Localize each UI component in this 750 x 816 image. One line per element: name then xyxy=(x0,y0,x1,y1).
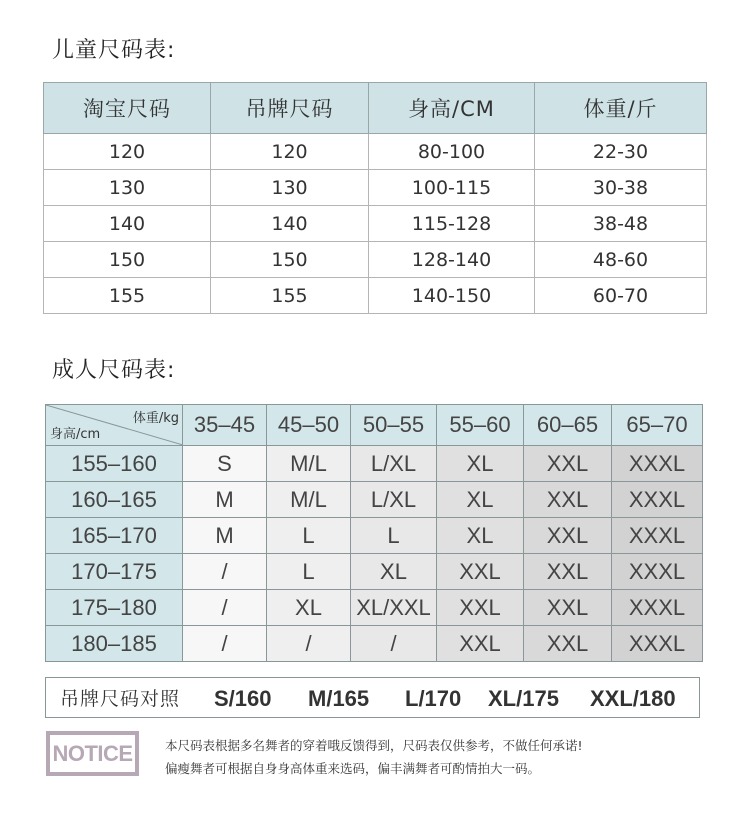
kids-header-weight: 体重/斤 xyxy=(535,83,707,134)
table-row xyxy=(44,134,707,170)
size-cell: XXL xyxy=(437,626,524,662)
table-cell: 140 xyxy=(44,206,211,242)
weight-header-cell: 35–45 xyxy=(183,405,267,446)
table-cell: 140 xyxy=(211,206,369,242)
size-cell: / xyxy=(267,626,351,662)
size-cell: L xyxy=(267,554,351,590)
table-cell: 155 xyxy=(44,278,211,314)
size-cell: XXXL xyxy=(612,446,703,482)
table-row xyxy=(46,590,703,626)
height-range-cell: 165–170 xyxy=(46,518,183,554)
size-cell: XL xyxy=(267,590,351,626)
adult-header-row xyxy=(46,405,703,446)
size-cell: XL/XXL xyxy=(351,590,437,626)
table-row xyxy=(46,626,703,662)
size-cell: XXXL xyxy=(612,482,703,518)
weight-header-cell: 65–70 xyxy=(612,405,703,446)
notice-badge xyxy=(46,731,139,776)
size-cell: L/XL xyxy=(351,446,437,482)
weight-header-cell: 55–60 xyxy=(437,405,524,446)
size-cell: / xyxy=(351,626,437,662)
notice-line-2: 偏瘦舞者可根据自身身高体重来选码，偏丰满舞者可酌情拍大一码。 xyxy=(165,761,541,776)
size-cell: XL xyxy=(437,482,524,518)
kids-table-body xyxy=(44,134,707,314)
table-cell: 38-48 xyxy=(535,206,707,242)
table-cell: 140-150 xyxy=(369,278,535,314)
size-cell: L xyxy=(351,518,437,554)
tag-item-l: L/170 xyxy=(405,686,462,711)
weight-header-cell: 50–55 xyxy=(351,405,437,446)
size-cell: XL xyxy=(351,554,437,590)
size-cell: / xyxy=(183,590,267,626)
height-range-cell: 170–175 xyxy=(46,554,183,590)
size-cell: XXL xyxy=(524,518,612,554)
tag-item-xxl: XXL/180 xyxy=(590,686,676,711)
table-row xyxy=(46,446,703,482)
adult-size-chart-title: 成人尺码表: xyxy=(52,358,176,383)
height-range-cell: 180–185 xyxy=(46,626,183,662)
table-row xyxy=(44,170,707,206)
size-cell: XXL xyxy=(524,446,612,482)
height-range-cell: 155–160 xyxy=(46,446,183,482)
notice-line-1: 本尺码表根据多名舞者的穿着哦反馈得到，尺码表仅供参考，不做任何承诺! xyxy=(165,738,583,753)
size-cell: XXXL xyxy=(612,590,703,626)
kids-size-chart-title: 儿童尺码表: xyxy=(52,38,176,63)
tag-item-m: M/165 xyxy=(308,686,370,711)
table-cell: 150 xyxy=(44,242,211,278)
table-cell: 115-128 xyxy=(369,206,535,242)
size-cell: XXXL xyxy=(612,518,703,554)
table-row xyxy=(44,206,707,242)
size-cell: XXL xyxy=(524,626,612,662)
size-cell: XXXL xyxy=(612,626,703,662)
table-cell: 80-100 xyxy=(369,134,535,170)
size-cell: XXL xyxy=(524,590,612,626)
tag-strip-label: 吊牌尺码对照 xyxy=(60,688,181,710)
table-row xyxy=(46,518,703,554)
table-cell: 130 xyxy=(211,170,369,206)
tag-size-strip xyxy=(45,677,700,718)
table-cell: 128-140 xyxy=(369,242,535,278)
table-cell: 60-70 xyxy=(535,278,707,314)
size-cell: / xyxy=(183,626,267,662)
table-cell: 120 xyxy=(44,134,211,170)
size-cell: M xyxy=(183,482,267,518)
tag-item-xl: XL/175 xyxy=(488,686,559,711)
size-cell: M/L xyxy=(267,446,351,482)
table-cell: 30-38 xyxy=(535,170,707,206)
height-range-cell: 160–165 xyxy=(46,482,183,518)
tag-item-s: S/160 xyxy=(214,686,272,711)
size-cell: XL xyxy=(437,518,524,554)
table-cell: 150 xyxy=(211,242,369,278)
kids-size-table xyxy=(43,82,707,314)
size-cell: / xyxy=(183,554,267,590)
adult-corner-cell xyxy=(46,405,183,446)
kids-header-tag-size: 吊牌尺码 xyxy=(211,83,369,134)
size-cell: XXL xyxy=(437,554,524,590)
adult-table-body xyxy=(46,446,703,662)
kids-header-height: 身高/CM xyxy=(369,83,535,134)
table-cell: 22-30 xyxy=(535,134,707,170)
adult-size-table xyxy=(45,404,703,662)
kids-header-taobao-size: 淘宝尺码 xyxy=(44,83,211,134)
table-row xyxy=(44,242,707,278)
notice-badge-text: NOTICE xyxy=(50,735,135,772)
table-cell: 48-60 xyxy=(535,242,707,278)
table-cell: 120 xyxy=(211,134,369,170)
size-cell: XXL xyxy=(437,590,524,626)
corner-weight-label: 体重/kg xyxy=(132,411,179,426)
table-row xyxy=(46,482,703,518)
table-row xyxy=(44,278,707,314)
kids-header-row xyxy=(44,83,707,134)
size-cell: XL xyxy=(437,446,524,482)
size-cell: L xyxy=(267,518,351,554)
corner-height-label: 身高/cm xyxy=(50,427,101,442)
weight-header-cell: 60–65 xyxy=(524,405,612,446)
table-cell: 130 xyxy=(44,170,211,206)
size-cell: XXL xyxy=(524,554,612,590)
size-cell: M xyxy=(183,518,267,554)
table-row xyxy=(46,554,703,590)
size-cell: XXXL xyxy=(612,554,703,590)
weight-header-cell: 45–50 xyxy=(267,405,351,446)
size-cell: S xyxy=(183,446,267,482)
size-cell: L/XL xyxy=(351,482,437,518)
size-cell: XXL xyxy=(524,482,612,518)
table-cell: 100-115 xyxy=(369,170,535,206)
height-range-cell: 175–180 xyxy=(46,590,183,626)
size-cell: M/L xyxy=(267,482,351,518)
table-cell: 155 xyxy=(211,278,369,314)
